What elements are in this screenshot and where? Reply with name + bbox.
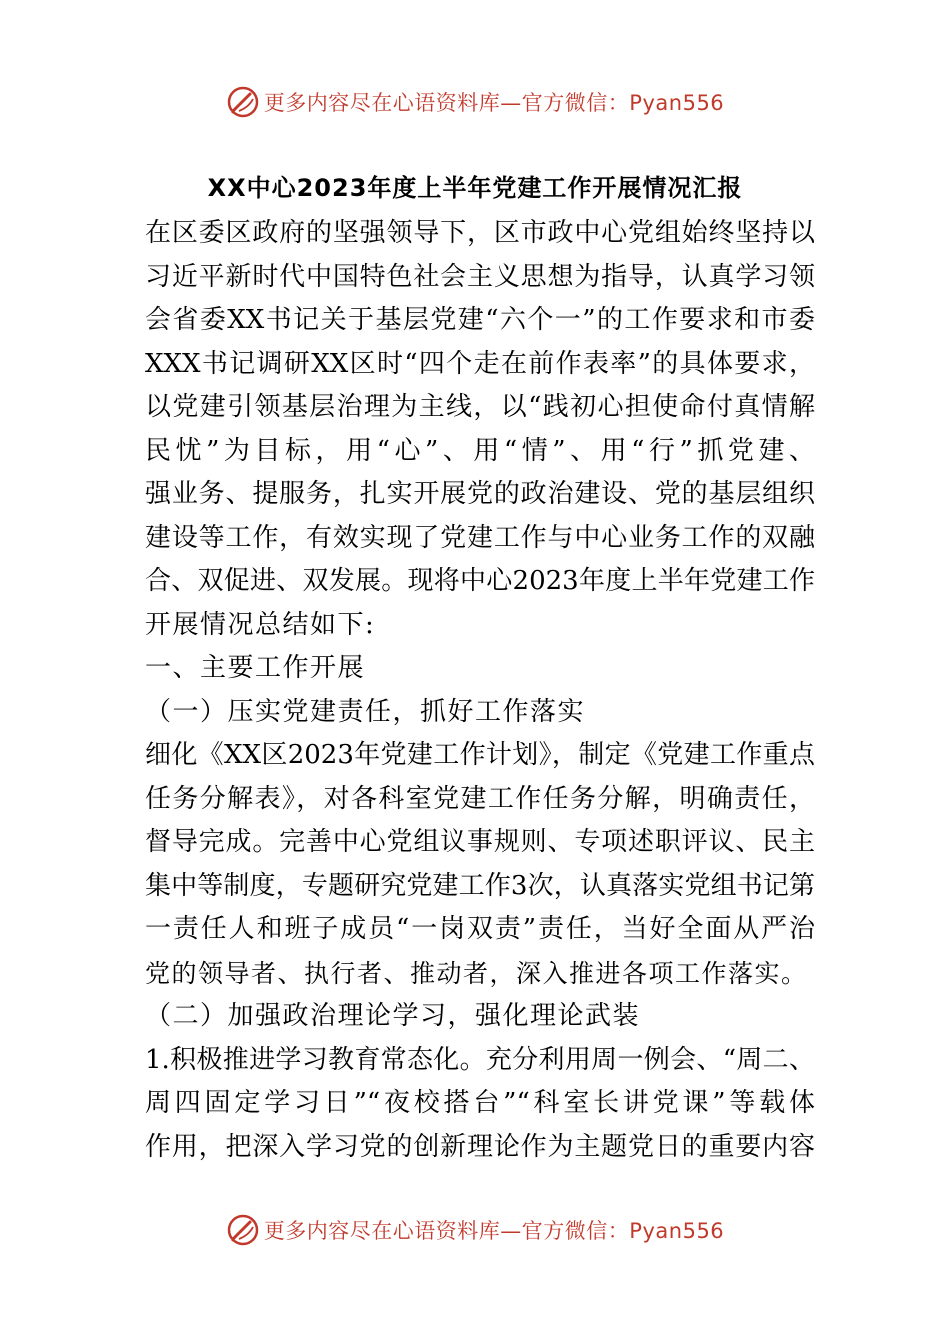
paragraph-line: 作用，把深入学习党的创新理论作为主题党日的重要内容 [145, 1131, 815, 1162]
paragraph-line: XXX书记调研XX区时“四个走在前作表率”的具体要求， [145, 348, 815, 379]
watermark-footer [0, 1210, 950, 1250]
paragraph-line: 民忧”为目标，用“心”、用“情”、用“行”抓党建、 [145, 435, 815, 466]
paragraph-line: 一责任人和班子成员“一岗双责”责任，当好全面从严治 [145, 914, 815, 944]
paragraph-line: 一、主要工作开展 [145, 653, 366, 683]
paragraph-line: 党的领导者、执行者、推动者，深入推进各项工作落实。 [145, 958, 808, 988]
paragraph-line: 督导完成。完善中心党组议事规则、专项述职评议、民主 [145, 827, 815, 857]
paragraph-line: （一）压实党建责任，抓好工作落实 [145, 696, 586, 727]
paragraph-line: 习近平新时代中国特色社会主义思想为指导，认真学习领 [145, 261, 815, 292]
paragraph-line: 1.积极推进学习教育常态化。充分利用周一例会、“周二、 [145, 1044, 815, 1075]
watermark-text: 更多内容尽在心语资料库—官方微信：Pyan556 [263, 91, 725, 115]
paragraph-line: 强业务、提服务，扎实开展党的政治建设、党的基层组织 [145, 479, 815, 509]
paragraph-line: 以党建引领基层治理为主线，以“践初心担使命付真情解 [145, 392, 815, 422]
paragraph-line: 开展情况总结如下: [145, 609, 376, 640]
pen-circle-logo-icon [226, 85, 260, 119]
paragraph-line: 在区委区政府的坚强领导下，区市政中心党组始终坚持以 [145, 218, 815, 248]
paragraph-line: 周四固定学习日”“夜校搭台”“科室长讲党课”等载体 [145, 1088, 815, 1118]
document-body [145, 212, 815, 1169]
paragraph-line: 建设等工作，有效实现了党建工作与中心业务工作的双融 [145, 522, 815, 553]
paragraph-line: （二）加强政治理论学习，强化理论武装 [145, 1001, 641, 1031]
paragraph-line: 合、双促进、双发展。现将中心2023年度上半年党建工作 [145, 566, 815, 596]
paragraph-line: 会省委XX书记关于基层党建“六个一”的工作要求和市委 [145, 305, 815, 335]
watermark-text: 更多内容尽在心语资料库—官方微信：Pyan556 [263, 1219, 725, 1243]
watermark-header [0, 82, 950, 122]
paragraph-line: 集中等制度，专题研究党建工作3次，认真落实党组书记第 [145, 870, 815, 901]
document-title: XX中心2023年度上半年党建工作开展情况汇报 [207, 174, 743, 202]
pen-circle-logo-icon [226, 1213, 260, 1247]
paragraph-line: 任务分解表》，对各科室党建工作任务分解，明确责任， [145, 783, 815, 814]
paragraph-line: 细化《XX区2023年党建工作计划》，制定《党建工作重点 [145, 740, 815, 770]
